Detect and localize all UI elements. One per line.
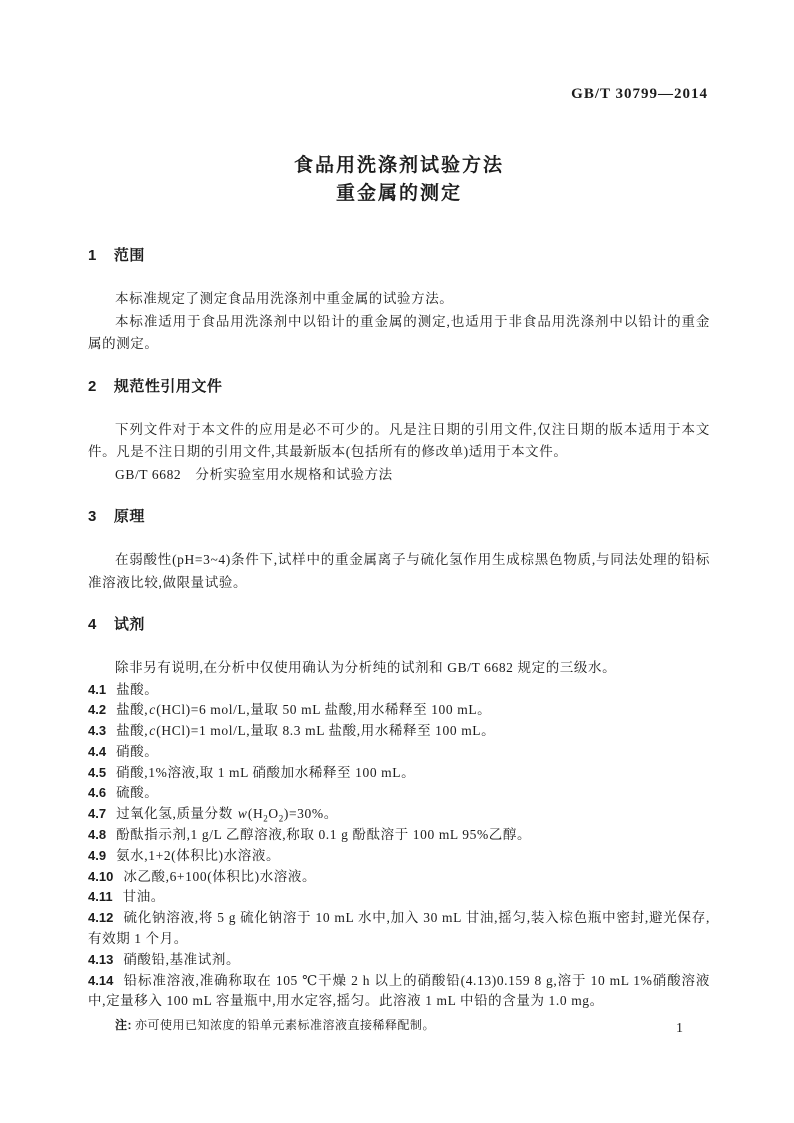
section-title: 试剂 [113,616,145,633]
item-number: 4.13 [88,951,114,967]
item-text: c [149,723,156,739]
section [88,376,710,487]
paragraph: 本标准规定了测定食品用洗涤剂中重金属的试验方法。 [115,291,454,306]
section-content [88,657,710,1035]
item-number: 4.14 [88,972,114,988]
reagent-item-4.6 [88,783,710,804]
section-content [88,419,710,487]
item-number: 4.7 [88,806,107,822]
page-number: 1 [676,1021,683,1036]
item-number: 4.4 [88,743,107,759]
reagent-item-4.3 [88,721,710,742]
title-line-2: 重金属的测定 [335,183,462,204]
reagent-item-4.5 [88,763,710,784]
item-text: 硝酸,1%溶液,取 1 mL 硝酸加水稀释至 100 mL。 [116,764,416,780]
section-number: 3 [88,508,97,525]
item-text: (H [247,806,264,822]
item-text: 过氧化氢,质量分数 [116,806,237,822]
section [88,506,710,594]
item-text: 硝酸铅,基准试剂。 [123,951,241,967]
item-text: w [237,806,247,822]
section-number: 4 [88,616,97,633]
note [115,1015,710,1035]
section-number: 1 [88,247,97,264]
paragraph: 下列文件对于本文件的应用是必不可少的。凡是注日期的引用文件,仅注日期的版本适用于本文件。凡是不注日期的引用文件,其最新版本(包括所有的修改单)适用于本文件。 [88,421,710,459]
item-text: 盐酸, [116,702,149,718]
item-text: (HCl)=1 mol/L,量取 8.3 mL 盐酸,用水稀释至 100 mL。 [156,723,496,739]
section [88,245,710,356]
paragraph: 除非另有说明,在分析中仅使用确认为分析纯的试剂和 GB/T 6682 规定的三级水。 [115,660,617,675]
item-text: )=30%。 [283,806,338,822]
standard-code: GB/T 30799—2014 [571,86,708,102]
section-heading [88,506,710,528]
item-text: c [149,702,156,718]
item-text: 冰乙酸,6+100(体积比)水溶液。 [123,868,317,884]
reagent-item-4.2 [88,700,710,721]
reagent-item-4.8 [88,825,710,846]
item-text: 硫化钠溶液,将 5 g 硫化钠溶于 10 mL 水中,加入 30 mL 甘油,摇匀,装入棕色瓶中密封,避光保存,有效期 1 个月。 [88,910,710,947]
reagent-item-4.9 [88,846,710,867]
paragraph: GB/T 6682 分析实验室用水规格和试验方法 [115,466,393,482]
item-number: 4.3 [88,723,107,739]
document-body [88,245,710,1035]
document-title [88,152,710,208]
reagent-item-4.13 [88,950,710,971]
item-text: 2 [278,813,284,824]
paragraph: 在弱酸性(pH=3~4)条件下,试样中的重金属离子与硫化氢作用生成棕黑色物质,与同法处理的铅标准溶液比较,做限量试验。 [88,552,710,590]
item-number: 4.12 [88,910,114,926]
section-content [88,288,710,356]
reagent-item-4.7 [88,804,710,825]
item-number: 4.2 [88,702,107,718]
section [88,614,710,1035]
item-text: 甘油。 [122,889,165,905]
item-text: (HCl)=6 mol/L,量取 50 mL 盐酸,用水稀释至 100 mL。 [156,702,492,718]
section-heading [88,614,710,636]
item-number: 4.1 [88,681,107,697]
section-title: 范围 [113,247,145,264]
item-text: 盐酸, [116,723,149,739]
item-text: O [268,806,279,822]
note-label: 注: [115,1018,132,1033]
section-title: 原理 [113,508,145,525]
reagent-item-4.4 [88,742,710,763]
reagent-item-4.1 [88,680,710,701]
reagent-item-4.11 [88,887,710,908]
item-number: 4.11 [88,889,113,905]
title-line-1: 食品用洗涤剂试验方法 [293,155,504,176]
section-content [88,549,710,594]
item-text: 盐酸。 [116,681,159,697]
reagent-item-4.12 [88,908,710,950]
item-number: 4.10 [88,868,114,884]
section-heading [88,376,710,398]
item-number: 4.9 [88,847,107,863]
section-title: 规范性引用文件 [113,377,223,395]
item-text: 硝酸。 [116,743,159,759]
reagent-item-4.14 [88,971,710,1013]
section-heading [88,245,710,267]
reagent-item-4.10 [88,867,710,888]
item-text: 氨水,1+2(体积比)水溶液。 [116,847,281,863]
item-number: 4.5 [88,764,107,780]
item-number: 4.8 [88,827,107,843]
item-text: 2 [263,813,269,824]
paragraph: 本标准适用于食品用洗涤剂中以铅计的重金属的测定,也适用于非食品用洗涤剂中以铅计的重金属的测定。 [88,313,710,351]
note-text: 亦可使用已知浓度的铅单元素标准溶液直接稀释配制。 [135,1018,436,1033]
item-text: 酚酞指示剂,1 g/L 乙醇溶液,称取 0.1 g 酚酞溶于 100 mL 95%乙醇。 [116,827,532,843]
item-text: 铅标准溶液,准确称取在 105 ℃干燥 2 h 以上的硝酸铅(4.13)0.159 8 g,溶于 10 mL 1%硝酸溶液中,定量移入 100 mL 容量瓶中,用水定容,摇匀。此溶液 1 mL 中铅的含量为 1.0 mg。 [88,972,710,1009]
item-text: 硫酸。 [116,785,159,801]
section-number: 2 [88,377,97,395]
item-number: 4.6 [88,785,107,801]
